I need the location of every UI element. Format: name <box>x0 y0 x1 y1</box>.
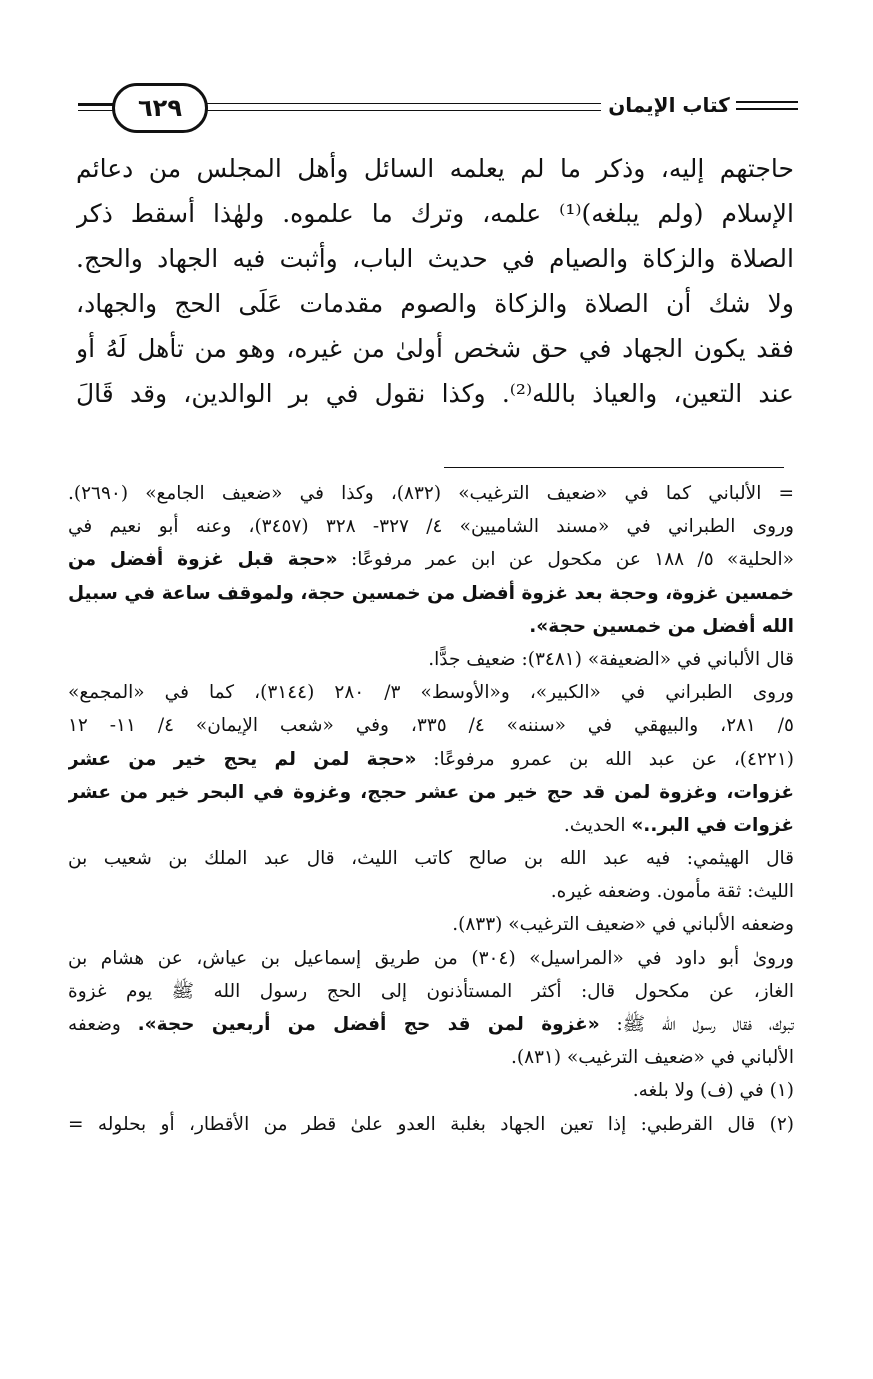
footnote-text: وروىٰ أبو داود في «المراسيل» (٣٠٤) من طريق إسماعيل بن عياش، عن هشام بن <box>68 947 794 969</box>
footnote-line <box>68 1074 794 1107</box>
footnote-1: (١) في (ف) ولا بلغه. <box>632 1080 794 1102</box>
book-title: كتاب الإيمان <box>608 93 730 117</box>
page-header <box>78 80 798 132</box>
footnote-text: الألباني كما في «ضعيف الترغيب» (٨٣٢)، وكذا في «ضعيف الجامع» (٢٦٩٠). <box>68 483 762 504</box>
footnote-line <box>68 942 794 975</box>
footnote-text: وروى الطبراني في «مسند الشاميين» ٤/ ٣٢٧- ٣٢٨ (٣٤٥٧)، وعنه أبو نعيم في <box>68 516 794 538</box>
main-text-line: فقد يكون الجهاد في حق شخص أولىٰ من غيره، وهو من تأهل لَهُ أو <box>76 334 794 363</box>
hadith-quote: خمسين غزوة، وحجة بعد غزوة أفضل من خمسين حجة، ولموقف ساعة في سبيل <box>68 582 794 604</box>
footnote-line <box>68 1041 794 1074</box>
footnote-line <box>68 709 794 742</box>
header-rule <box>206 103 601 104</box>
hadith-quote: غزوات، وغزوة لمن قد حج خير من عشر حجج، وغزوة في البحر خير من عشر <box>68 781 794 803</box>
header-rule <box>206 110 601 111</box>
main-text <box>76 146 794 416</box>
footnote-text: قال الهيثمي: فيه عبد الله بن صالح كاتب الليث، قال عبد الملك بن شعيب بن <box>68 848 794 870</box>
footnote-line <box>68 543 794 576</box>
footnote-text: «الحلية» ٥/ ١٨٨ عن مكحول عن ابن عمر مرفوعًا: <box>337 549 794 571</box>
footnote-text: الألباني في «ضعيف الترغيب» (٨٣١). <box>510 1047 794 1069</box>
footnote-line <box>68 1108 794 1141</box>
footnote-line <box>68 676 794 709</box>
main-text-line: ولا شك أن الصلاة والزكاة والصوم مقدمات عَلَى الحج والجهاد، <box>76 289 794 318</box>
footnote-text: الغاز، عن مكحول قال: أكثر المستأذنون إلى الحج رسول الله ﷺ يوم غزوة <box>68 980 794 1002</box>
footnote-text: الحديث. <box>563 814 632 836</box>
hadith-quote: «حجة لمن لم يحج خير من عشر <box>68 748 417 770</box>
footnote-text: الليث: ثقة مأمون. وضعفه غيره. <box>550 881 794 903</box>
footnote-text: (٤٢٢١)، عن عبد الله بن عمرو مرفوعًا: <box>416 748 794 770</box>
main-text-line: حاجتهم إليه، وذكر ما لم يعلمه السائل وأهل المجلس من دعائم <box>76 154 794 183</box>
footnote-text: وضعفه <box>68 1014 138 1035</box>
footnote-line <box>68 809 794 842</box>
hadith-quote: «حجة قبل غزوة أفضل من <box>68 549 338 571</box>
footnote-text: قال الألباني في «الضعيفة» (٣٤٨١): ضعيف جدًّا. <box>428 648 794 670</box>
footnote-line <box>68 610 794 643</box>
footnote-line <box>68 975 794 1008</box>
footnote-line <box>68 577 794 610</box>
header-ornament-line <box>78 103 114 106</box>
main-text-line: عند التعين، والعياذ بالله⁽²⁾. وكذا نقول في بر الوالدين، وقد قَالَ <box>76 379 794 408</box>
footnote-line <box>68 776 794 809</box>
footnote-line <box>68 908 794 941</box>
header-ornament-line <box>78 110 114 111</box>
footnote-line <box>68 643 794 676</box>
main-text-line: الإسلام (ولم يبلغه)⁽¹⁾ علمه، وترك ما علموه. ولهٰذا أسقط ذكر <box>76 199 794 228</box>
continuation-mark: = <box>68 1113 98 1135</box>
footnote-text: وضعفه الألباني في «ضعيف الترغيب» (٨٣٣). <box>452 914 794 936</box>
hadith-quote: الله أفضل من خمسين حجة». <box>529 615 794 637</box>
footnote-2: (٢) قال القرطبي: إذا تعين الجهاد بغلبة العدو علىٰ قطر من الأقطار، أو بحلوله <box>97 1113 794 1135</box>
footnote-text: تبوك، فقال رسول الله ﷺ: <box>599 1014 794 1035</box>
footnote-text: ٥/ ٢٨١، والبيهقي في «سننه» ٤/ ٣٣٥، وفي «شعب الإيمان» ٤/ ١١- ١٢ <box>68 715 794 737</box>
footnote-line <box>68 1008 794 1041</box>
footnote-line <box>68 477 794 510</box>
footnote-line <box>68 510 794 543</box>
page-number: ٦٢٩ <box>112 83 208 133</box>
footnote-separator <box>444 467 784 468</box>
continuation-mark: = <box>761 483 794 504</box>
footnotes <box>68 477 794 1141</box>
footnote-line <box>68 842 794 875</box>
hadith-quote: غزوات في البر..» <box>631 814 794 836</box>
header-ornament-line <box>736 108 798 110</box>
header-ornament-line <box>736 101 798 103</box>
main-text-line: الصلاة والزكاة والصيام في حديث الباب، وأثبت فيه الجهاد والحج. <box>76 244 794 273</box>
footnote-text: وروى الطبراني في «الكبير»، و«الأوسط» ٣/ ٢٨٠ (٣١٤٤)، كما في «المجمع» <box>68 682 794 704</box>
footnote-line <box>68 743 794 776</box>
footnote-line <box>68 875 794 908</box>
hadith-quote: «غزوة لمن قد حج أفضل من أربعين حجة». <box>137 1014 600 1035</box>
